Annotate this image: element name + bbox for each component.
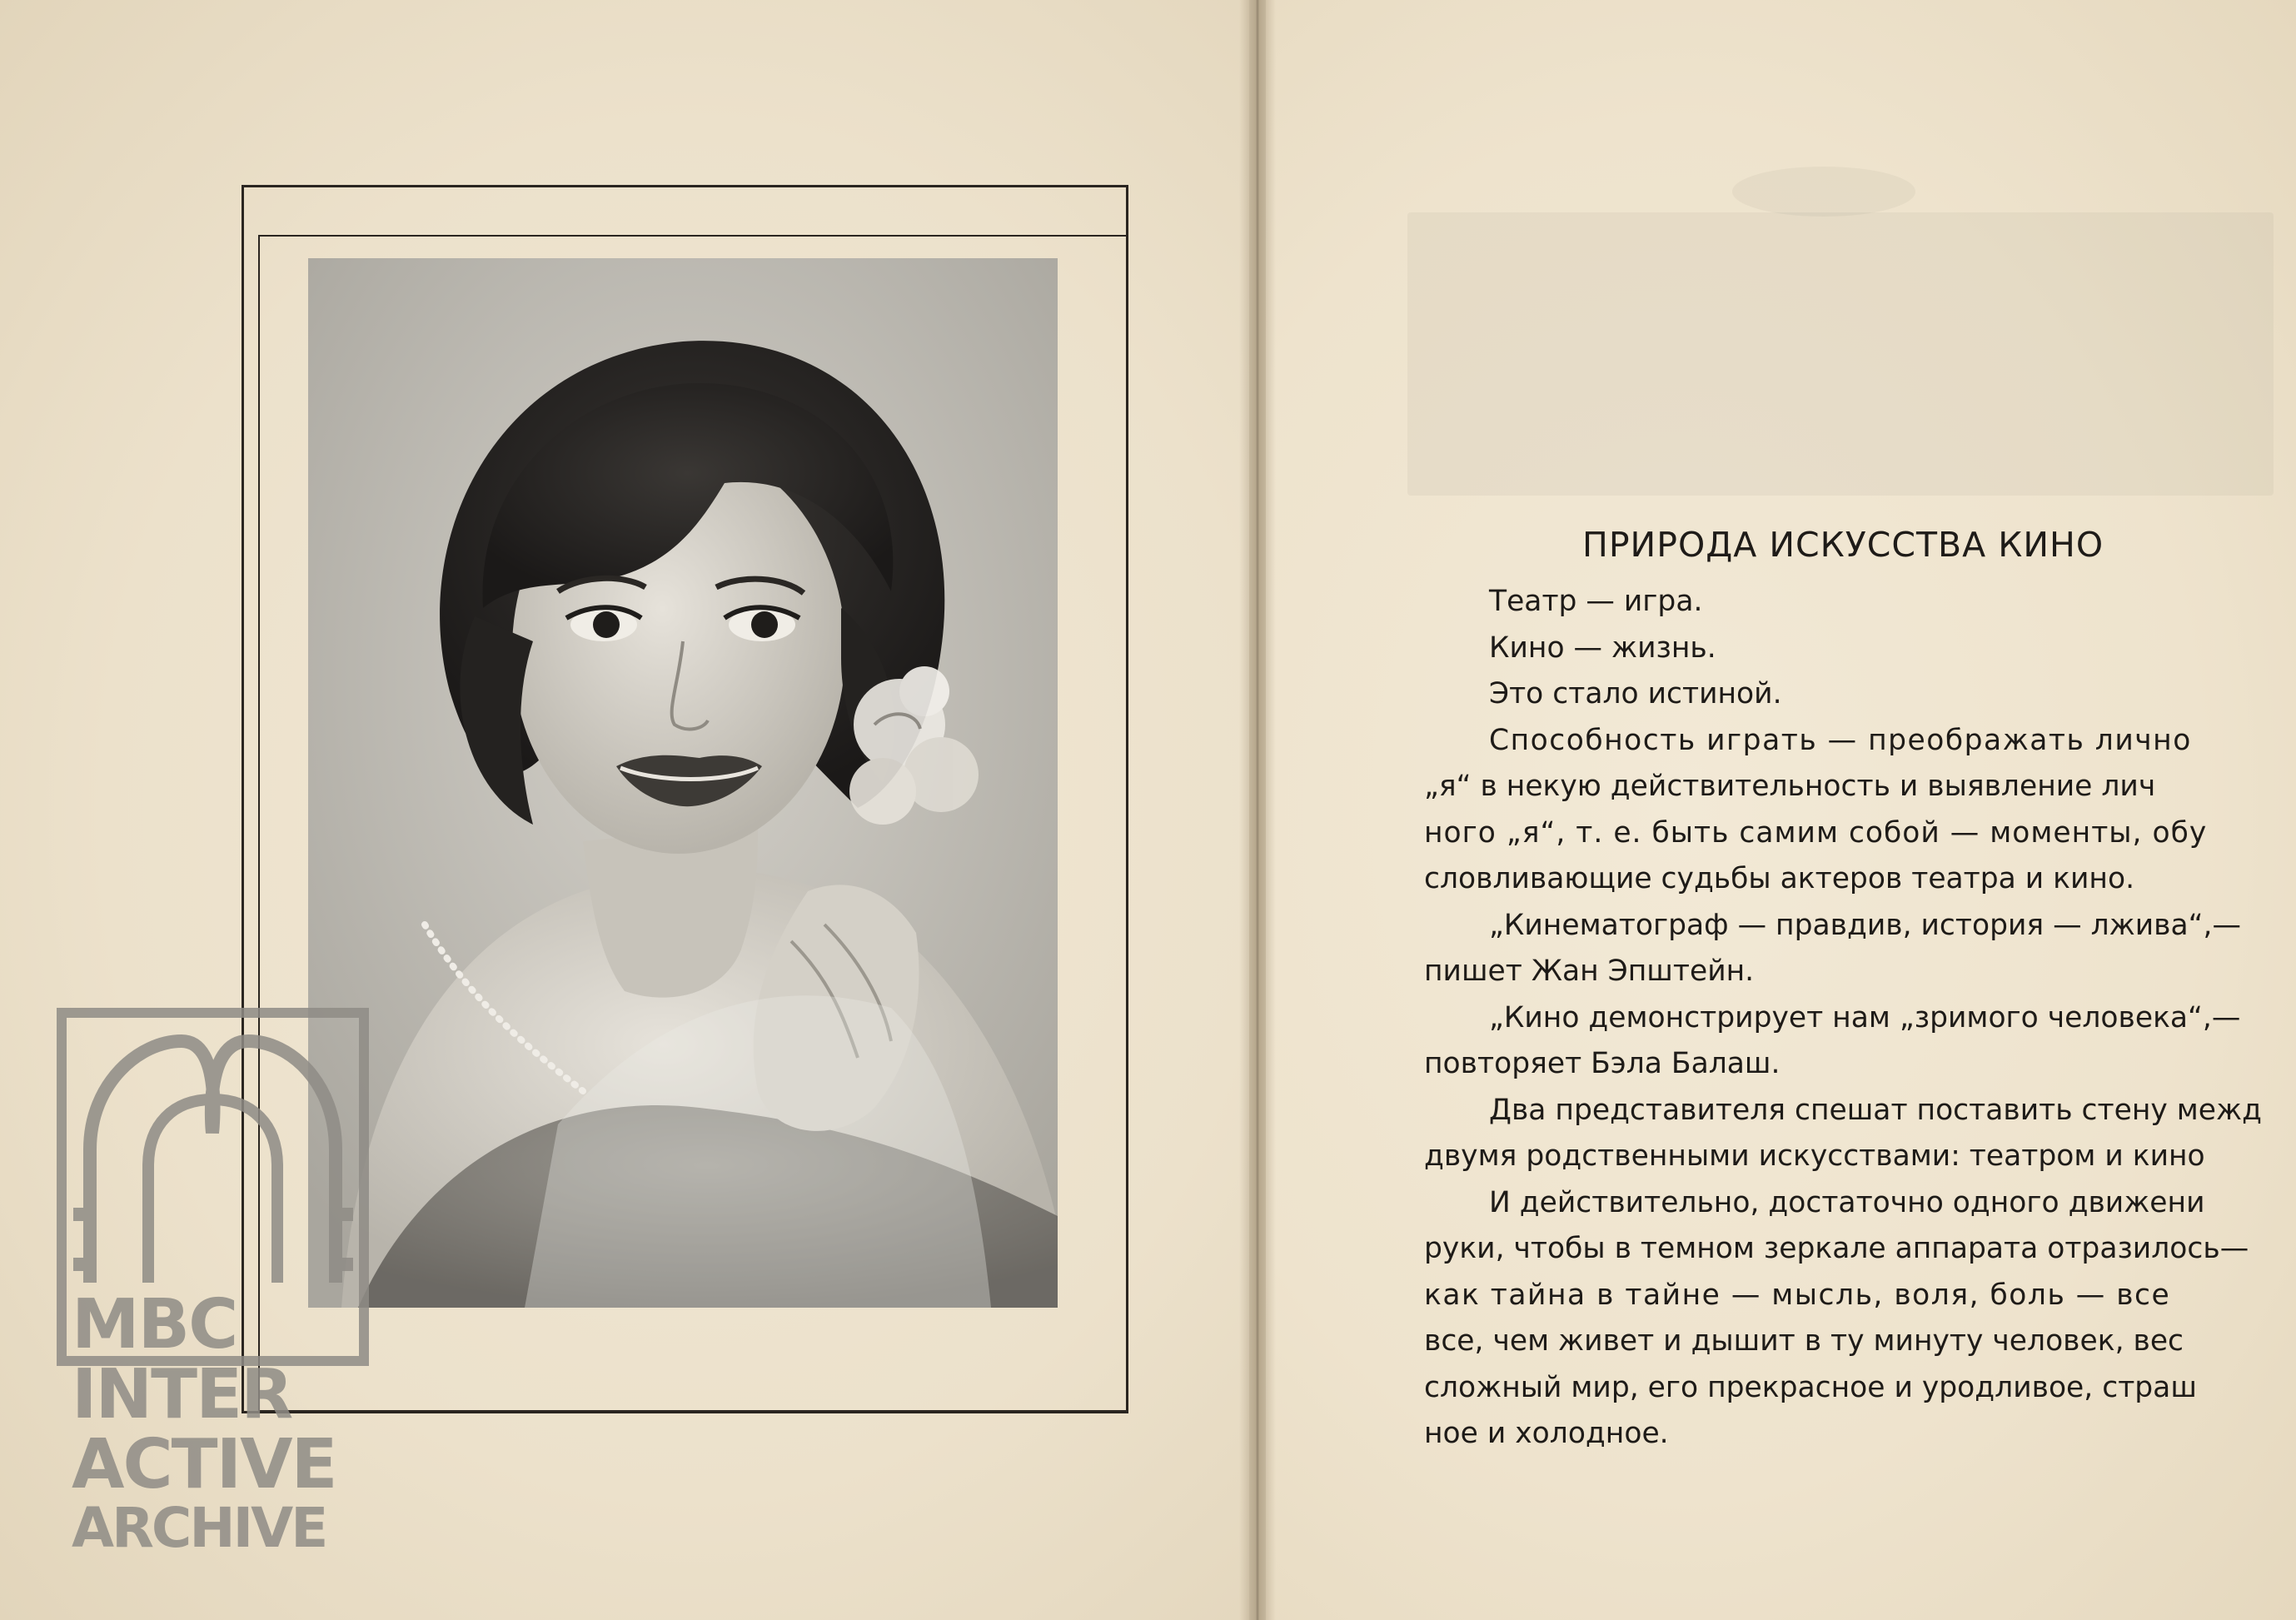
text-line: повторяет Бэла Балаш. [1424,1047,1781,1080]
article-body [1424,579,2296,1458]
archive-watermark [57,1008,369,1559]
text-line: двумя родственными искусствами: театром и кино [1424,1139,2205,1173]
text-line: Два представителя спешат поставить стену межд [1489,1093,2262,1127]
text-line: все, чем живет и дышит в ту минуту человек, вес [1424,1324,2184,1358]
text-line: Это стало истиной. [1489,677,1782,710]
portrait-photo [308,258,1058,1308]
text-line: как тайна в тайне — мысль, воля, боль — все [1424,1278,2171,1312]
text-line: „Кинематограф — правдив, история — лжива“,— [1489,908,2241,942]
text-line: словливающие судьбы актеров театра и кино. [1424,862,2135,895]
text-line: Кино — жизнь. [1489,631,1716,665]
text-line: „Кино демонстрирует нам „зримого человека“,— [1489,1000,2241,1034]
text-line: И действительно, достаточно одного движени [1489,1185,2205,1219]
text-line: ное и холодное. [1424,1417,1669,1450]
bleed-through-text [1407,212,2274,496]
watermark-text-archive: ARCHIVE [72,1496,326,1560]
text-line: пишет Жан Эпштейн. [1424,955,1755,988]
text-line: ного „я“, т. е. быть самим собой — моменты, обу [1424,815,2208,850]
bleed-through-ornament [1732,167,1915,217]
watermark-text-inter: INTER [72,1355,292,1434]
text-line: сложный мир, его прекрасное и уродливое, страш [1424,1370,2197,1404]
text-line: Театр — игра. [1489,585,1703,618]
watermark-text-active: ACTIVE [72,1425,336,1504]
watermark-text-mbc: MBC [72,1285,237,1364]
portrait-illustration [308,258,1058,1308]
text-line: руки, чтобы в темном зеркале аппарата отразилось— [1424,1232,2249,1265]
text-line: Способность играть — преображать лично [1489,723,2192,757]
article-title: ПРИРОДА ИСКУССТВА КИНО [1582,525,2104,565]
book-gutter [1239,0,1276,1620]
text-line: „я“ в некую действительность и выявление лич [1424,770,2156,803]
